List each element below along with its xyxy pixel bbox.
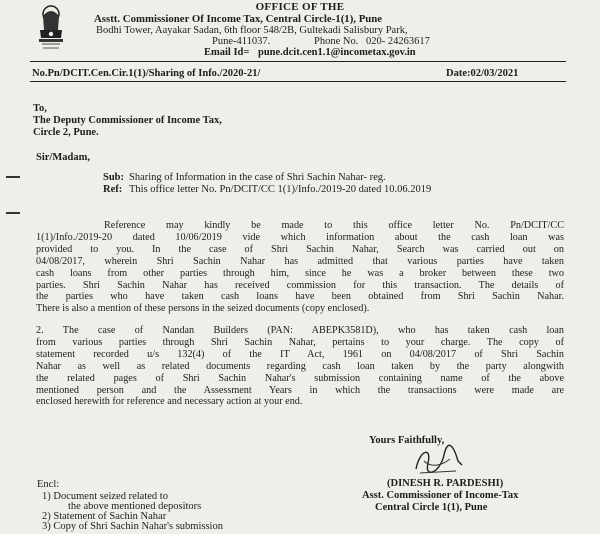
- ref-label: Ref:: [103, 184, 123, 195]
- paragraph-1-line: the parties who have taken cash loans have been obtained from Shri Sachin Nahar.: [36, 291, 564, 303]
- paragraph-2-line: from various parties through Shri Sachin Nahar, pertains to your charge. The copy of: [36, 336, 564, 348]
- salutation: Sir/Madam,: [36, 152, 90, 163]
- paragraph-2-line: Nahar as well as related documents regarding cash loan taken by the party alongwith: [36, 360, 564, 372]
- enclosure-label: Encl:: [37, 479, 60, 490]
- paragraph-1-line: Reference may kindly be made to this office letter No. Pn/DCIT/CC: [104, 220, 564, 231]
- paragraph-1-line: 04/08/2017, wherein Shri Sachin Nahar has admitted that various parties have taken: [36, 255, 564, 267]
- addressee-to: To,: [33, 103, 47, 114]
- paragraph-1-line: parties. Shri Sachin Nahar has received commission for this transaction. The details of: [36, 279, 564, 291]
- margin-mark: [6, 212, 20, 214]
- signatory-name: (DINESH R. PARDESHI): [387, 478, 504, 489]
- signatory-office: Central Circle 1(1), Pune: [375, 502, 488, 513]
- enclosure-item: 3) Copy of Shri Sachin Nahar's submission: [42, 521, 223, 532]
- subject-text: Sharing of Information in the case of Shri Sachin Nahar- reg.: [129, 172, 386, 183]
- subject-label: Sub:: [103, 172, 125, 183]
- enclosure-item: 1) Document seized related to: [42, 491, 168, 502]
- paragraph-2: [36, 325, 564, 408]
- paragraph-2-line: the related pages of Shri Sachin Nahar's submission containing name of the above: [36, 372, 564, 384]
- paragraph-2-line: 2. The case of Nandan Builders (PAN: ABEPK3581D), who has taken cash loan: [36, 325, 564, 336]
- office-address: Bodhi Tower, Aayakar Sadan, 6th floor 548/2B, Gultekadi Salisbury Park,: [96, 25, 408, 36]
- paragraph-1-line: There is also a mention of these persons in the seized documents (copy enclosed).: [36, 303, 370, 315]
- paragraph-1-line: cash loans from other parties through him, since he was a broker between these two: [36, 267, 564, 279]
- enclosure-item: the above mentioned depositors: [68, 501, 202, 512]
- paragraph-1: [36, 220, 564, 315]
- paragraph-2-line: mentioned person and the Assessment Years in which the transactions were made are: [36, 384, 564, 396]
- margin-mark: [6, 176, 20, 178]
- handwritten-signature: [410, 443, 466, 477]
- email-address: pune.dcit.cen1.1@incometax.gov.in: [258, 47, 416, 58]
- header-rule: [30, 61, 566, 62]
- office-city: Pune-411037.: [212, 36, 271, 47]
- addressee-line-1: The Deputy Commissioner of Income Tax,: [33, 115, 222, 126]
- ref-text: This office letter No. Pn/DCIT/CC 1(1)/Info./2019-20 dated 10.06.2019: [129, 184, 432, 195]
- phone-number: 020- 24263617: [366, 36, 430, 47]
- paragraph-2-line: statement recorded u/s 132(4) of the IT Act, 1961 on 04/08/2017 of Shri Sachin: [36, 348, 564, 360]
- email-label: Email Id=: [204, 47, 250, 58]
- paragraph-1-line: provided to you. In the case of Shri Sachin Nahar, Search was carried out on: [36, 243, 564, 255]
- paragraph-1-line: 1(1)/Info./2019-20 dated 10/06/2019 vide which information about the cash loan was: [36, 231, 564, 243]
- letter-date: Date:02/03/2021: [446, 68, 519, 79]
- paragraph-2-line: enclosed herewith for reference and necessary action at your end.: [36, 396, 303, 408]
- closing-line: Yours Faithfully,: [369, 435, 445, 446]
- phone-label: Phone No.: [314, 36, 359, 47]
- reference-rule: [30, 81, 566, 82]
- addressee-line-2: Circle 2, Pune.: [33, 127, 99, 138]
- office-heading: OFFICE OF THE: [255, 1, 345, 13]
- office-title: Asstt. Commissioner Of Income Tax, Central Circle-1(1), Pune: [94, 13, 383, 25]
- reference-number: No.Pn/DCIT.Cen.Cir.1(1)/Sharing of Info./2020-21/: [32, 68, 261, 79]
- enclosure-item: 2) Statement of Sachin Nahar: [42, 511, 167, 522]
- signatory-designation: Asst. Commissioner of Income-Tax: [362, 490, 519, 501]
